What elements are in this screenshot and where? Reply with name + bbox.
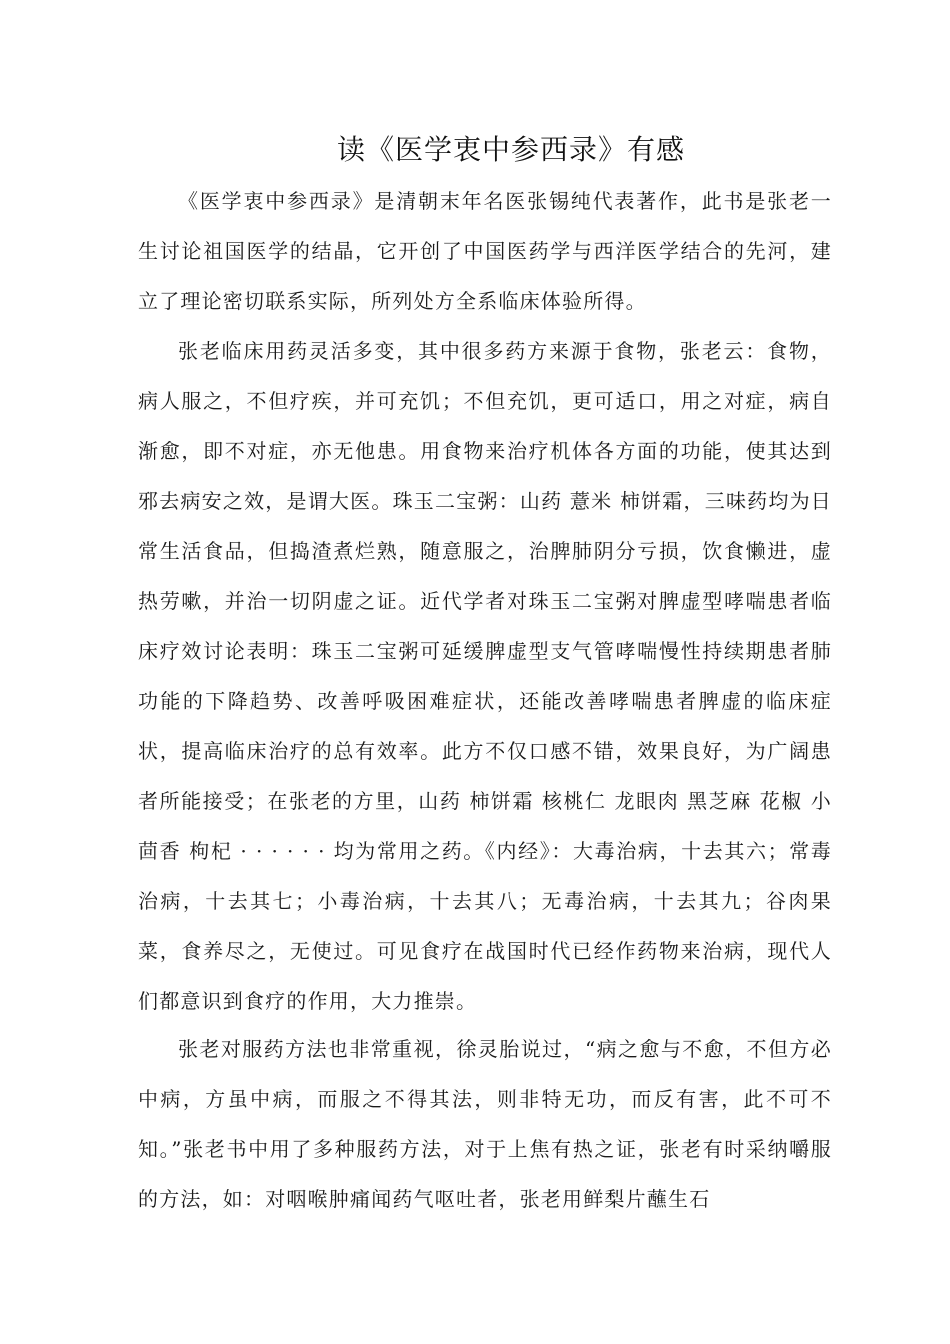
paragraph-medication-method: 张老对服药方法也非常重视，徐灵胎说过，“病之愈与不愈，不但方必中病，方虽中病，而服之不得其法，则非特无功，而反有害，此不可不知。”张老书中用了多种服药方法，对于上焦有热之证，张老有时采纳嚼服的方法，如：对咽喉肿痛闻药气呕吐者，张老用鲜梨片蘸生石 bbox=[138, 1037, 832, 1211]
paragraph-food-therapy: 张老临床用药灵活多变，其中很多药方来源于食物，张老云：食物，病人服之，不但疗疾，并可充饥；不但充饥，更可适口，用之对症，病自渐愈，即不对症，亦无他患。用食物来治疗机体各方面的功能，使其达到邪去病安之效，是谓大医。珠玉二宝粥：山药 薏米 柿饼霜，三味药均为日常生活食品，但捣渣煮烂熟，随意服之，治脾肺阴分亏损，饮食懒进，虚热劳嗽，并治一切阴虚之证。近代学者对珠玉二宝粥对脾虚型哮喘患者临床疗效讨论表明：珠玉二宝粥可延缓脾虚型支气管哮喘慢性持续期患者肺功能的下降趋势、改善呼吸困难症状，还能改善哮喘患者脾虚的临床症状，提高临床治疗的总有效率。此方不仅口感不错，效果良好，为广阔患者所能接受；在张老的方里，山药 柿饼霜 核桃仁 龙眼肉 黑芝麻 花椒 小茴香 枸杞 · · · · · · 均为常用之药。《内经》：大毒治病，十去其六；常毒治病，十去其七；小毒治病，十去其八；无毒治病，十去其九；谷肉果菜，食养尽之，无使过。可见食疗在战国时代已经作药物来治病，现代人们都意识到食疗的作用，大力推崇。 bbox=[138, 339, 832, 1013]
paragraph-intro: 《医学衷中参西录》是清朝末年名医张锡纯代表著作，此书是张老一生讨论祖国医学的结晶，它开创了中国医药学与西洋医学结合的先河，建立了理论密切联系实际，所列处方全系临床体验所得。 bbox=[138, 189, 832, 313]
document-title: 读《医学衷中参西录》有感 bbox=[336, 133, 685, 166]
